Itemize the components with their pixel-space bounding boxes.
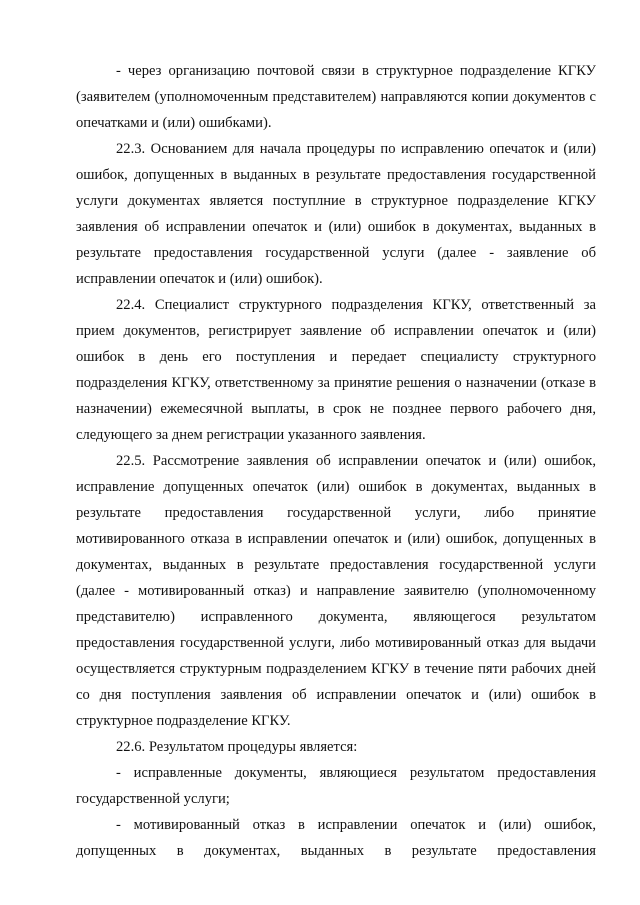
paragraph-22-3: 22.3. Основанием для начала процедуры по исправлению опечаток и (или) ошибок, допущенных в выданных в результате предоставления государственной услуги документах является поступлние в структурное подразделение КГКУ заявления об исправлении опечаток и (или) ошибок в документах, выданных в результате предоставления государственной услуги (далее - заявление об исправлении опечаток и (или) ошибок). [76, 141, 596, 287]
paragraph-22-5: 22.5. Рассмотрение заявления об исправлении опечаток и (или) ошибок, исправление допущенных опечаток (или) ошибок в документах, выданных в результате предоставления государственной услуги, либо принятие мотивированного отказа в исправлении опечаток и (или) ошибок, допущенных в документах, выданных в результате предоставления государственной услуги (далее - мотивированный отказ) и направление заявителю (уполномоченному представителю) исправленного документа, являющегося результатом предоставления государственной услуги, либо мотивированный отказ для выдачи осуществляется структурным подразделением КГКУ в течение пяти рабочих дней со дня поступления заявления об исправлении опечаток и (или) ошибок в структурное подразделение КГКУ. [76, 453, 596, 729]
paragraph-postal-submission: - через организацию почтовой связи в структурное подразделение КГКУ (заявителем (уполномоченным представителем) направляются копии документов с опечатками и (или) ошибками). [76, 63, 596, 131]
list-item-corrected-documents: - исправленные документы, являющиеся результатом предоставления государственной услуги; [76, 765, 596, 807]
list-item-reasoned-refusal: - мотивированный отказ в исправлении опечаток и (или) ошибок, допущенных в документах, выданных в результате предоставления [76, 817, 596, 859]
document-page [76, 58, 596, 864]
paragraph-22-6: 22.6. Результатом процедуры является: [116, 739, 358, 755]
paragraph-22-4: 22.4. Специалист структурного подразделения КГКУ, ответственный за прием документов, регистрирует заявление об исправлении опечаток и (или) ошибок в день его поступления и передает специалисту структурного подразделения КГКУ, ответственному за принятие решения о назначении (отказе в назначении) ежемесячной выплаты, в срок не позднее первого рабочего дня, следующего за днем регистрации указанного заявления. [76, 297, 596, 443]
